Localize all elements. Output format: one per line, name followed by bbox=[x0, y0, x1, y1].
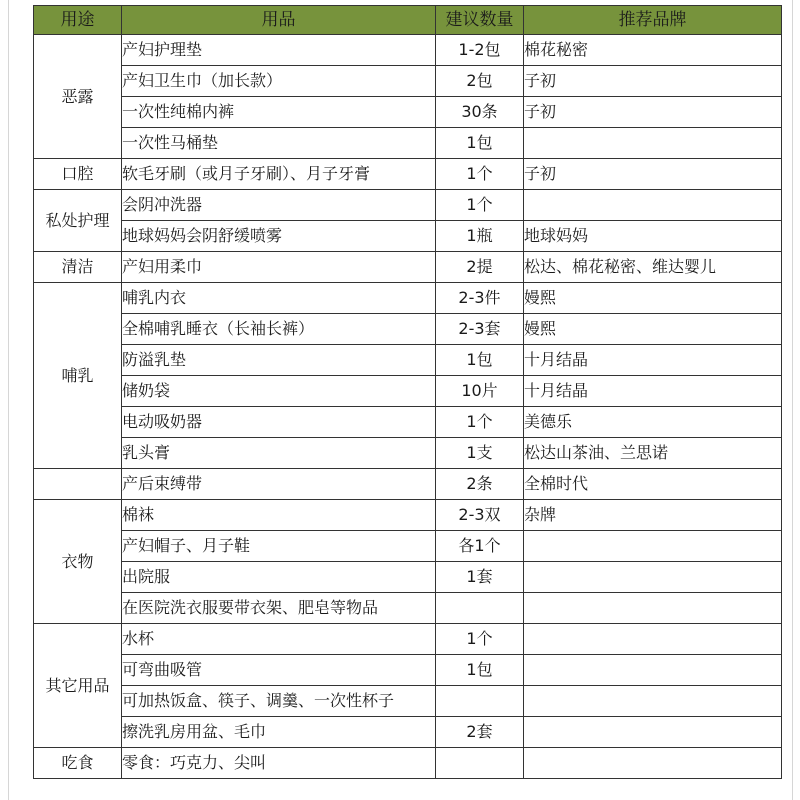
brand-cell[interactable]: 子初 bbox=[524, 97, 782, 128]
header-category[interactable]: 用途 bbox=[34, 6, 122, 35]
qty-cell[interactable]: 2-3双 bbox=[436, 500, 524, 531]
brand-cell[interactable]: 子初 bbox=[524, 66, 782, 97]
table-row bbox=[34, 159, 782, 190]
qty-cell[interactable] bbox=[436, 748, 524, 779]
table-row bbox=[34, 66, 782, 97]
header-item[interactable]: 用品 bbox=[122, 6, 436, 35]
table-row bbox=[34, 655, 782, 686]
brand-cell[interactable]: 子初 bbox=[524, 159, 782, 190]
qty-cell[interactable]: 2套 bbox=[436, 717, 524, 748]
table-row bbox=[34, 748, 782, 779]
item-cell[interactable]: 防溢乳垫 bbox=[122, 345, 436, 376]
item-cell[interactable]: 产妇护理垫 bbox=[122, 35, 436, 66]
table-row bbox=[34, 252, 782, 283]
qty-cell[interactable]: 2提 bbox=[436, 252, 524, 283]
category-cell[interactable]: 清洁 bbox=[34, 252, 122, 283]
item-cell[interactable]: 可弯曲吸管 bbox=[122, 655, 436, 686]
table-row bbox=[34, 593, 782, 624]
qty-cell[interactable] bbox=[436, 593, 524, 624]
item-cell[interactable]: 在医院洗衣服要带衣架、肥皂等物品 bbox=[122, 593, 436, 624]
brand-cell[interactable] bbox=[524, 593, 782, 624]
item-cell[interactable]: 会阴冲洗器 bbox=[122, 190, 436, 221]
brand-cell[interactable]: 棉花秘密 bbox=[524, 35, 782, 66]
qty-cell[interactable]: 2条 bbox=[436, 469, 524, 500]
table-row bbox=[34, 314, 782, 345]
brand-cell[interactable]: 杂牌 bbox=[524, 500, 782, 531]
qty-cell[interactable]: 1包 bbox=[436, 655, 524, 686]
table-row bbox=[34, 500, 782, 531]
qty-cell[interactable]: 30条 bbox=[436, 97, 524, 128]
qty-cell[interactable]: 1个 bbox=[436, 407, 524, 438]
qty-cell[interactable]: 各1个 bbox=[436, 531, 524, 562]
brand-cell[interactable]: 地球妈妈 bbox=[524, 221, 782, 252]
item-cell[interactable]: 产后束缚带 bbox=[122, 469, 436, 500]
table-row bbox=[34, 345, 782, 376]
table-row bbox=[34, 35, 782, 66]
item-cell[interactable]: 储奶袋 bbox=[122, 376, 436, 407]
item-cell[interactable]: 产妇帽子、月子鞋 bbox=[122, 531, 436, 562]
brand-cell[interactable] bbox=[524, 717, 782, 748]
category-cell[interactable]: 私处护理 bbox=[34, 190, 122, 252]
item-cell[interactable]: 全棉哺乳睡衣（长袖长裤） bbox=[122, 314, 436, 345]
brand-cell[interactable] bbox=[524, 686, 782, 717]
item-cell[interactable]: 产妇用柔巾 bbox=[122, 252, 436, 283]
item-cell[interactable]: 哺乳内衣 bbox=[122, 283, 436, 314]
brand-cell[interactable] bbox=[524, 531, 782, 562]
header-quantity[interactable]: 建议数量 bbox=[436, 6, 524, 35]
table-row bbox=[34, 283, 782, 314]
qty-cell[interactable]: 1包 bbox=[436, 345, 524, 376]
category-cell[interactable]: 其它用品 bbox=[34, 624, 122, 748]
qty-cell[interactable]: 2-3件 bbox=[436, 283, 524, 314]
brand-cell[interactable]: 嫚熙 bbox=[524, 314, 782, 345]
category-cell[interactable]: 吃食 bbox=[34, 748, 122, 779]
table-row bbox=[34, 407, 782, 438]
category-cell[interactable]: 口腔 bbox=[34, 159, 122, 190]
brand-cell[interactable]: 嫚熙 bbox=[524, 283, 782, 314]
item-cell[interactable]: 地球妈妈会阴舒缓喷雾 bbox=[122, 221, 436, 252]
table-row bbox=[34, 624, 782, 655]
item-cell[interactable]: 一次性纯棉内裤 bbox=[122, 97, 436, 128]
item-cell[interactable]: 乳头膏 bbox=[122, 438, 436, 469]
brand-cell[interactable] bbox=[524, 128, 782, 159]
brand-cell[interactable]: 松达、棉花秘密、维达婴儿 bbox=[524, 252, 782, 283]
category-cell[interactable]: 哺乳 bbox=[34, 283, 122, 469]
table-row bbox=[34, 531, 782, 562]
qty-cell[interactable]: 1瓶 bbox=[436, 221, 524, 252]
item-cell[interactable]: 零食：巧克力、尖叫 bbox=[122, 748, 436, 779]
brand-cell[interactable] bbox=[524, 190, 782, 221]
item-cell[interactable]: 软毛牙刷（或月子牙刷）、月子牙膏 bbox=[122, 159, 436, 190]
category-cell[interactable]: 衣物 bbox=[34, 500, 122, 624]
item-cell[interactable]: 一次性马桶垫 bbox=[122, 128, 436, 159]
item-cell[interactable]: 可加热饭盒、筷子、调羹、一次性杯子 bbox=[122, 686, 436, 717]
brand-cell[interactable]: 十月结晶 bbox=[524, 376, 782, 407]
category-cell[interactable]: 恶露 bbox=[34, 35, 122, 159]
category-cell[interactable] bbox=[34, 469, 122, 500]
table-row bbox=[34, 438, 782, 469]
table-row bbox=[34, 686, 782, 717]
table-row bbox=[34, 376, 782, 407]
brand-cell[interactable] bbox=[524, 562, 782, 593]
qty-cell[interactable]: 1包 bbox=[436, 128, 524, 159]
item-cell[interactable]: 产妇卫生巾（加长款） bbox=[122, 66, 436, 97]
brand-cell[interactable] bbox=[524, 655, 782, 686]
brand-cell[interactable]: 美德乐 bbox=[524, 407, 782, 438]
item-cell[interactable]: 电动吸奶器 bbox=[122, 407, 436, 438]
qty-cell[interactable]: 1个 bbox=[436, 159, 524, 190]
qty-cell[interactable]: 1支 bbox=[436, 438, 524, 469]
brand-cell[interactable]: 十月结晶 bbox=[524, 345, 782, 376]
qty-cell[interactable]: 1个 bbox=[436, 624, 524, 655]
gridline bbox=[8, 0, 9, 800]
table-row bbox=[34, 562, 782, 593]
item-cell[interactable]: 擦洗乳房用盆、毛巾 bbox=[122, 717, 436, 748]
qty-cell[interactable]: 2包 bbox=[436, 66, 524, 97]
item-cell[interactable]: 水杯 bbox=[122, 624, 436, 655]
header-brand[interactable]: 推荐品牌 bbox=[524, 6, 782, 35]
supplies-table bbox=[33, 5, 782, 779]
brand-cell[interactable] bbox=[524, 748, 782, 779]
table-row bbox=[34, 469, 782, 500]
header-row bbox=[34, 6, 782, 35]
brand-cell[interactable]: 松达山茶油、兰思诺 bbox=[524, 438, 782, 469]
qty-cell[interactable] bbox=[436, 686, 524, 717]
qty-cell[interactable]: 1-2包 bbox=[436, 35, 524, 66]
table-row bbox=[34, 717, 782, 748]
table-row bbox=[34, 221, 782, 252]
brand-cell[interactable]: 全棉时代 bbox=[524, 469, 782, 500]
table-row bbox=[34, 128, 782, 159]
brand-cell[interactable] bbox=[524, 624, 782, 655]
item-cell[interactable]: 出院服 bbox=[122, 562, 436, 593]
qty-cell[interactable]: 2-3套 bbox=[436, 314, 524, 345]
item-cell[interactable]: 棉袜 bbox=[122, 500, 436, 531]
qty-cell[interactable]: 1套 bbox=[436, 562, 524, 593]
qty-cell[interactable]: 1个 bbox=[436, 190, 524, 221]
gridline bbox=[792, 0, 793, 800]
table-row bbox=[34, 190, 782, 221]
qty-cell[interactable]: 10片 bbox=[436, 376, 524, 407]
table-row bbox=[34, 97, 782, 128]
